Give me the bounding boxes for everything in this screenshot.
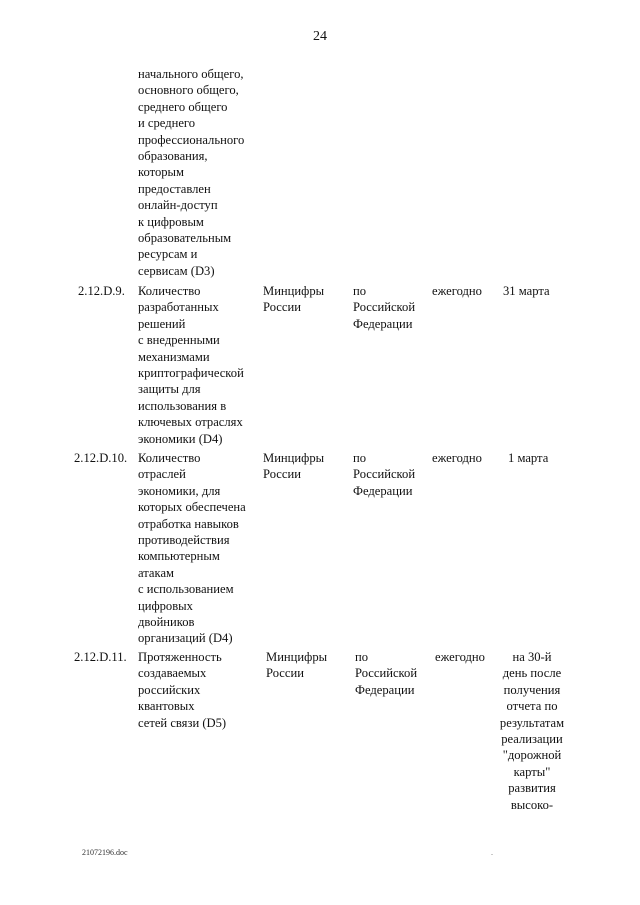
row-deadline: 31 марта	[503, 284, 550, 298]
row-frequency: ежегодно	[432, 284, 482, 298]
row-indicator-name: Количество отраслей экономики, для которых обеспечена отработка навыков противодействия компьютерным атакам с использованием цифровых двойников организаций (D4)	[138, 451, 246, 646]
document-filename: 21072196.doc	[82, 848, 128, 857]
page-number: 24	[313, 29, 327, 44]
row-responsible-org: Минцифры России	[266, 650, 328, 681]
row-frequency: ежегодно	[432, 451, 482, 465]
row-deadline: на 30-й день после получения отчета по результатам реализации "дорожной карты" развития высоко-	[499, 650, 565, 812]
row-code: 2.12.D.10.	[74, 451, 128, 465]
row-responsible-org: Минцифры России	[263, 284, 325, 315]
row-responsible-org: Минцифры России	[263, 451, 325, 482]
row-level: по Российской Федерации	[353, 284, 416, 331]
row-level: по Российской Федерации	[353, 451, 416, 498]
row-frequency: ежегодно	[435, 650, 485, 664]
row-indicator-name: Протяженность создаваемых российских квантовых сетей связи (D5)	[138, 650, 227, 730]
row-code: 2.12.D.9.	[78, 284, 125, 298]
row-deadline: 1 марта	[508, 451, 549, 465]
footer-mark: .	[491, 848, 493, 857]
row-code: 2.12.D.11.	[74, 650, 127, 664]
continued-indicator-text: начального общего, основного общего, среднего общего и среднего профессионального образования, которым предоставлен онлайн-доступ к цифровым образовательным ресурсам и сервисам (D3)	[138, 67, 245, 278]
row-indicator-name: Количество разработанных решений с внедренными механизмами криптографической защиты для использования в ключевых отраслях экономики (D4)	[138, 284, 244, 446]
row-level: по Российской Федерации	[355, 650, 418, 697]
